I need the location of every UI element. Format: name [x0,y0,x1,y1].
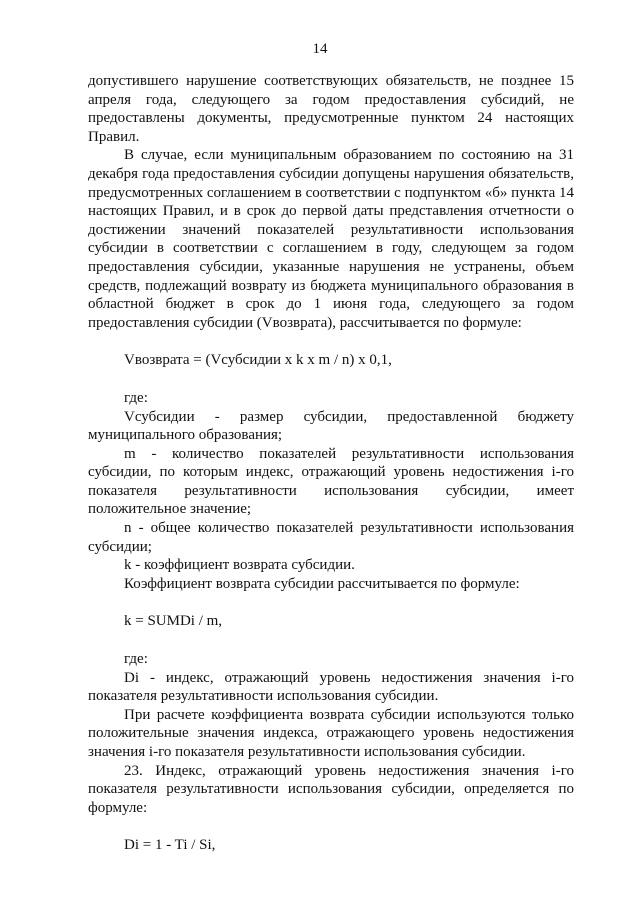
paragraph-where: где: [124,389,148,406]
definition-k: k - коэффициент возврата субсидии. [124,557,355,574]
paragraph-where-2: где: [124,651,148,668]
paragraph-continuation: допустившего нарушение соответствующих обязательств, не позднее 15 апреля года, следующего за годом предоставления субсидий, не предоставлены документы, предусмотренные пунктом 24 настоящих Правил. [88,73,574,145]
formula-refund-volume: Vвозврата = (Vсубсидии x k x m / n) x 0,1, [124,352,392,369]
paragraph-item-23: 23. Индекс, отражающий уровень недостижения значения i-го показателя результативности использования субсидии, определяется по формуле: [88,762,574,816]
definition-di: Di - индекс, отражающий уровень недостижения значения i-го показателя результативности использования субсидии. [88,669,574,705]
paragraph-refund-case: В случае, если муниципальным образованием по состоянию на 31 декабря года предоставления субсидии допущены нарушения обязательств, предусмотренных соглашением в соответствии с подпунктом «б» пункта 14 настоящих Правил, и в срок до первой даты представления отчетности о достижении значений показателей результативности использования субсидии в соответствии с соглашением в году, следующем за годом предоставления субсидии, указанные нарушения не устранены, объем средств, подлежащий возврату из бюджета муниципального образования в областной бюджет в срок до 1 июня года, следующего за годом предоставления субсидии (Vвозврата), рассчитывается по формуле: [88,147,574,331]
paragraph-positive-values: При расчете коэффициента возврата субсидии используются только положительные значения индекса, отражающего уровень недостижения значения i-го показателя результативности использования субсидии. [88,706,574,760]
paragraph-k-formula-intro: Коэффициент возврата субсидии рассчитывается по формуле: [124,575,520,592]
document-body [88,72,574,855]
page-number: 14 [312,41,328,57]
formula-di: Di = 1 - Ti / Si, [124,837,216,854]
formula-k: k = SUMDi / m, [124,613,223,630]
definition-vsubsidy: Vсубсидии - размер субсидии, предоставленной бюджету муниципального образования; [88,408,574,444]
definition-n: n - общее количество показателей результативности использования субсидии; [88,520,574,555]
definition-m: m - количество показателей результативности использования субсидии, по которым индекс, отражающий уровень недостижения i-го показателя результативности использования субсидии, имеет положительное значение; [88,445,574,518]
